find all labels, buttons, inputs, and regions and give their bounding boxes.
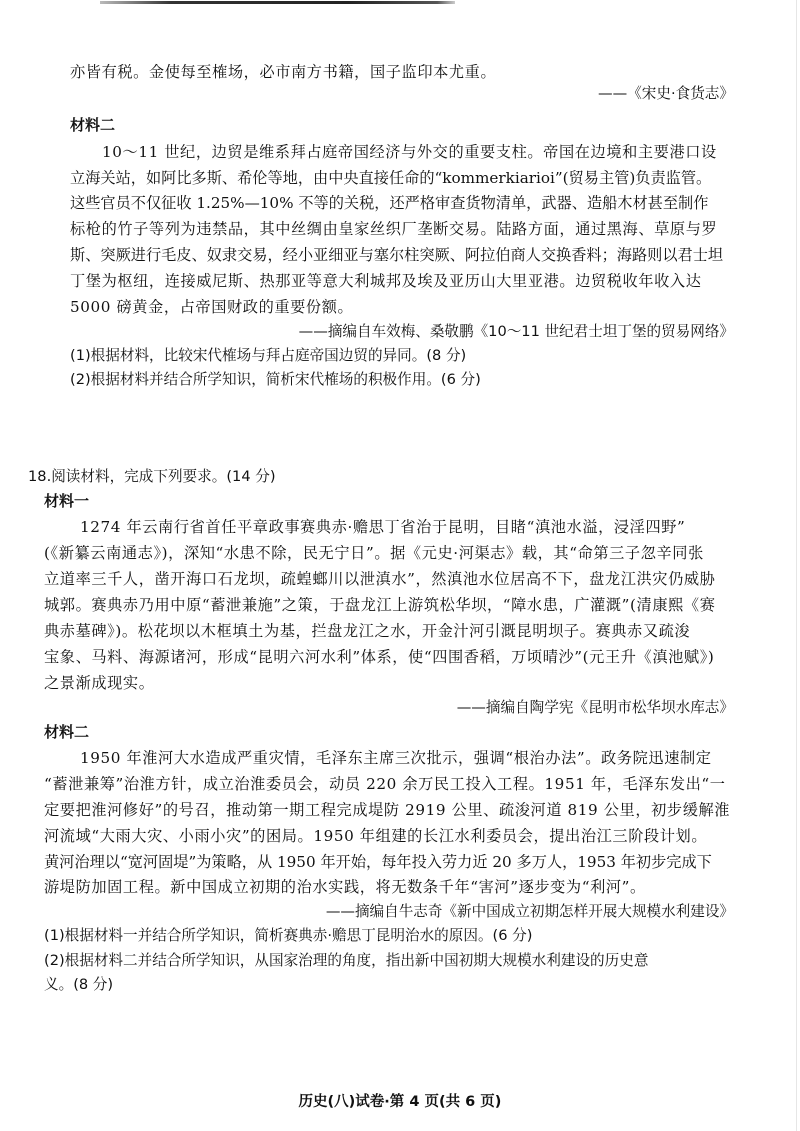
page-footer: 历史(八)试卷·第 4 页(共 6 页) [298,1094,502,1110]
question-item: (2)根据材料并结合所学知识，简析宋代榷场的积极作用。(6 分) [70,371,481,388]
paragraph-line: 立海关站，如阿比多斯、希伦等地，由中央直接任命的“kommerkiarioi”(贸易主管)负责监管。 [70,169,712,187]
scan-edge-shadow [100,1,455,4]
source-citation: ——《宋史·食货志》 [598,85,734,102]
paragraph-line: 定要把淮河修好”的号召，推动第一期工程完成堤防 2919 公里、疏浚河道 819 公里，初步缓解淮 [44,801,731,819]
paragraph-line: 这些官员不仅征收 1.25%—10% 不等的关税，还严格审查货物清单，武器、造船木材甚至制作 [70,194,709,212]
paragraph-line: 之景渐成现实。 [44,674,155,692]
paragraph-line: 典赤墓碑》)。松花坝以木框填土为基，拦盘龙江之水，开金汁河引溉昆明坝子。赛典赤又疏浚 [44,622,691,640]
paragraph-line: 丁堡为枢纽，连接威尼斯、热那亚等意大利城邦及埃及亚历山大里亚港。边贸税收年收入达 [70,272,702,290]
paragraph-line: 河流域“大雨大灾、小雨小灾”的困局。1950 年组建的长江水利委员会，提出治江三阶段计划。 [44,827,708,845]
material-heading: 材料二 [70,116,116,134]
paragraph-line: 黄河治理以“宽河固堤”为策略，从 1950 年开始，每年投入劳力近 20 多万人，1953 年初步完成下 [44,853,712,871]
paragraph-line: 宝象、马料、海源诸河，形成“昆明六河水利”体系，使“四围香稻，万顷晴沙”(元王升《滇池赋》) [44,648,715,666]
paragraph-line: 城郭。赛典赤乃用中原“蓄泄兼施”之策，于盘龙江上游筑松华坝，“障水患，广灌溉”(清康熙《赛 [44,596,716,614]
question-title: 18.阅读材料，完成下列要求。(14 分) [28,468,276,485]
question-item: (2)根据材料二并结合所学知识，从国家治理的角度，指出新中国初期大规模水利建设的历史意 [44,952,649,969]
paragraph-line: 亦皆有税。金使每至榷场，必市南方书籍，国子监印本尤重。 [70,63,497,81]
paragraph-line: (《新纂云南通志》)，深知“水患不除，民无宁日”。据《元史·河渠志》载，其“命第三子忽辛同张 [44,544,704,562]
paragraph-line: “蓄泄兼筹”治淮方针，成立治淮委员会，动员 220 余万民工投入工程。1951 年，毛泽东发出“一 [44,775,726,793]
paragraph-line: 10～11 世纪，边贸是维系拜占庭帝国经济与外交的重要支柱。帝国在边境和主要港口设 [102,143,717,161]
paragraph-line: 1274 年云南行省首任平章政事赛典赤·赡思丁省治于昆明，目睹“滇池水溢，浸淫四野” [80,518,686,536]
paragraph-line: 斯、突厥进行毛皮、奴隶交易，经小亚细亚与塞尔柱突厥、阿拉伯商人交换香料；海路则以君士坦 [70,246,724,264]
source-citation: ——摘编自车效梅、桑敬鹏《10～11 世纪君士坦丁堡的贸易网络》 [298,323,734,340]
material-heading: 材料二 [44,723,90,741]
paragraph-line: 标枪的竹子等列为违禁品，其中丝绸由皇家丝织厂垄断交易。陆路方面，通过黑海、草原与罗 [70,220,718,238]
source-citation: ——摘编自牛志奇《新中国成立初期怎样开展大规模水利建设》 [325,903,734,920]
paragraph-line: 1950 年淮河大水造成严重灾情，毛泽东主席三次批示，强调“根治办法”。政务院迅速制定 [80,749,712,767]
material-heading: 材料一 [44,492,90,510]
page-edge [796,0,797,1131]
paragraph-line: 立道率三千人，凿开海口石龙坝，疏蝗螂川以泄滇水”，然滇池水位居高不下，盘龙江洪灾仍威胁 [44,570,716,588]
source-citation: ——摘编自陶学宪《昆明市松华坝水库志》 [456,699,734,716]
question-item: (1)根据材料一并结合所学知识，简析赛典赤·赡思丁昆明治水的原因。(6 分) [44,927,533,944]
question-item-continuation: 义。(8 分) [44,976,114,993]
question-item: (1)根据材料，比较宋代榷场与拜占庭帝国边贸的异同。(8 分) [70,347,467,364]
paragraph-line: 游堤防加固工程。新中国成立初期的治水实践，将无数条千年“害河”逐步变为“利河”。 [44,878,646,896]
paragraph-line: 5000 磅黄金，占帝国财政的重要份额。 [70,298,354,316]
